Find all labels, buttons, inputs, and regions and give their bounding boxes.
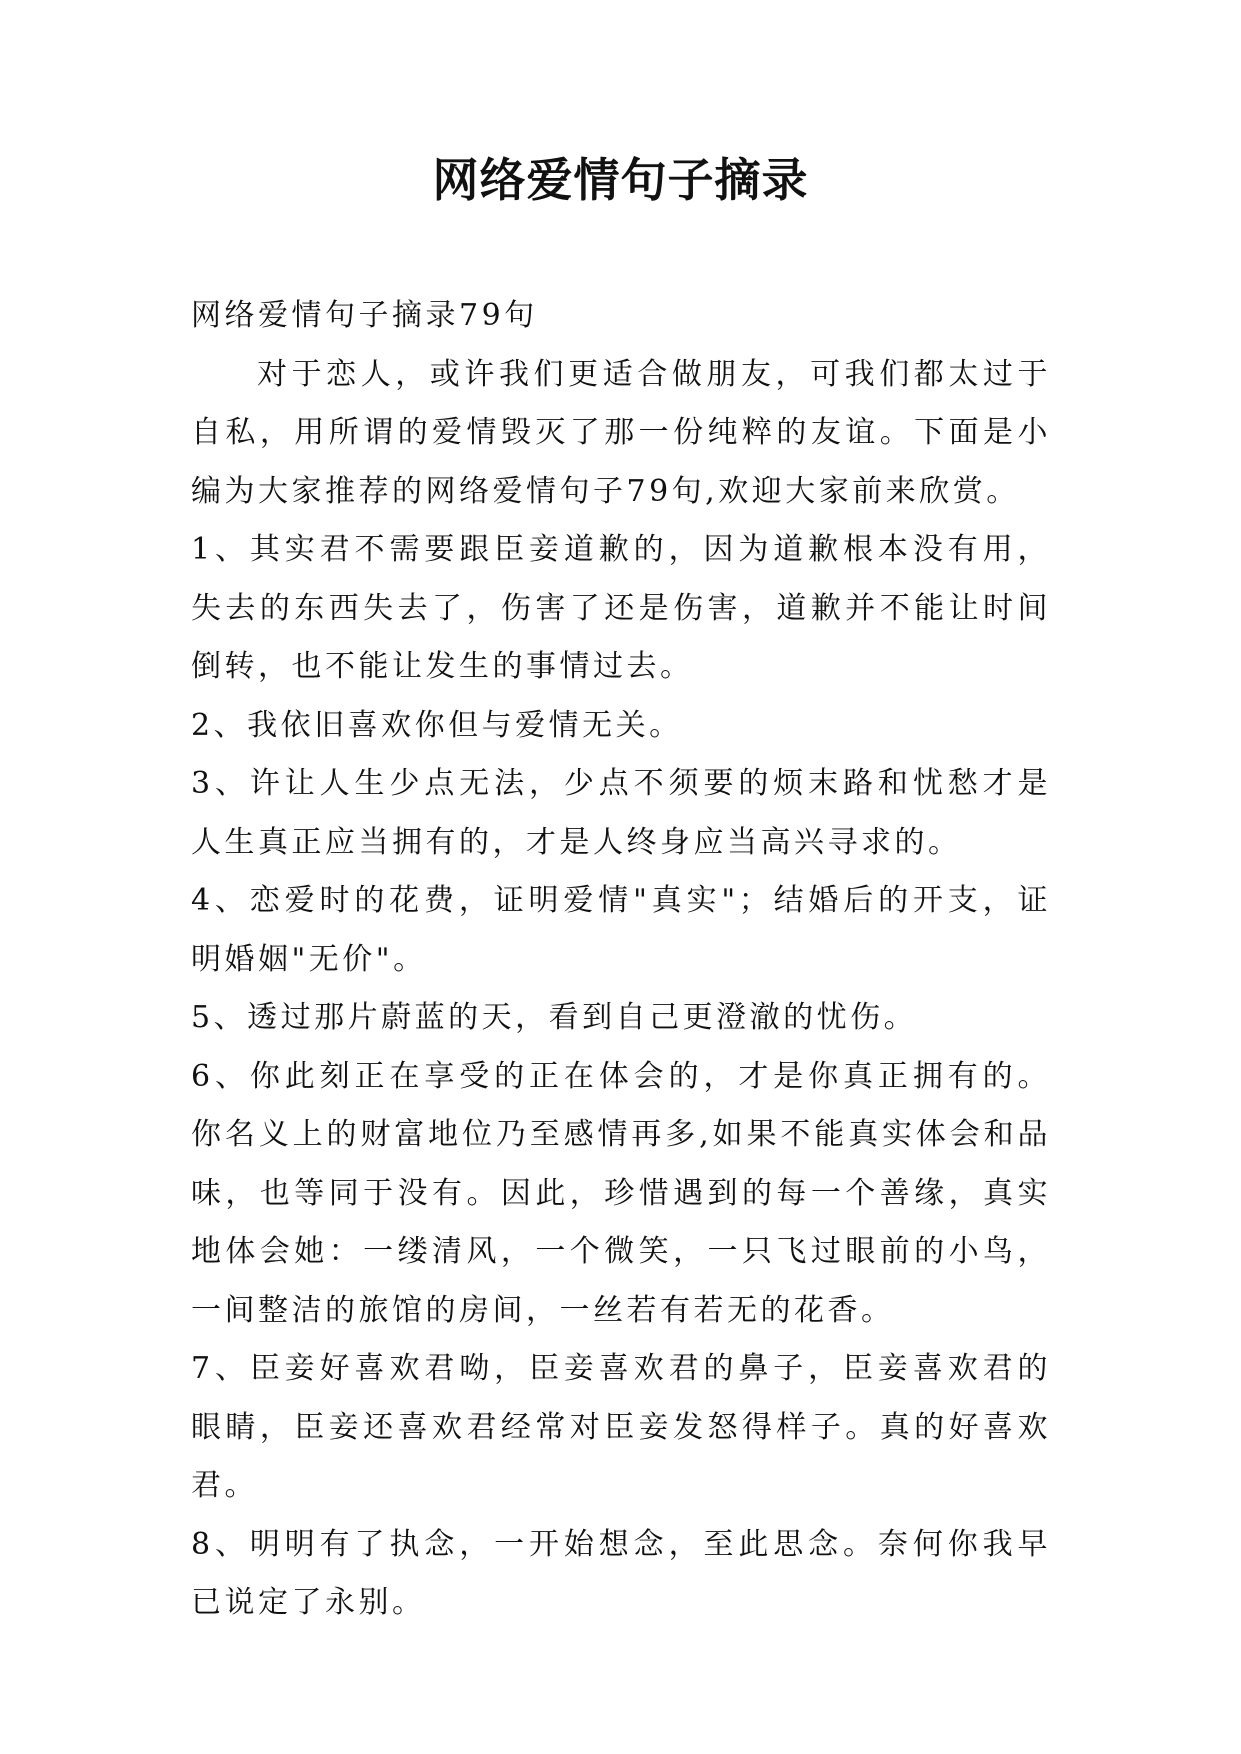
list-item: 7、臣妾好喜欢君呦，臣妾喜欢君的鼻子，臣妾喜欢君的眼睛，臣妾还喜欢君经常对臣妾发怒得样子。真的好喜欢君。 — [191, 1351, 1051, 1503]
list-item: 5、透过那片蔚蓝的天，看到自己更澄澈的忧伤。 — [191, 1000, 918, 1035]
document-subtitle: 网络爱情句子摘录79句 — [191, 298, 538, 333]
intro-paragraph: 对于恋人，或许我们更适合做朋友，可我们都太过于自私，用所谓的爱情毁灭了那一份纯粹的友谊。下面是小编为大家推荐的网络爱情句子79句,欢迎大家前来欣赏。 — [191, 356, 1051, 509]
list-item: 4、恋爱时的花费，证明爱情"真实"；结婚后的开支，证明婚姻"无价"。 — [191, 883, 1051, 977]
list-item: 1、其实君不需要跟臣妾道歉的，因为道歉根本没有用，失去的东西失去了，伤害了还是伤害，道歉并不能让时间倒转，也不能让发生的事情过去。 — [191, 532, 1051, 684]
document-title: 网络爱情句子摘录 — [432, 153, 809, 207]
list-item: 3、许让人生少点无法，少点不须要的烦末路和忧愁才是人生真正应当拥有的，才是人终身应当高兴寻求的。 — [191, 766, 1051, 860]
list-item: 2、我依旧喜欢你但与爱情无关。 — [191, 707, 683, 743]
list-item: 8、明明有了执念，一开始想念，至此思念。奈何你我早已说定了永别。 — [191, 1526, 1051, 1620]
document-body — [191, 287, 1051, 1633]
list-item: 6、你此刻正在享受的正在体会的，才是你真正拥有的。你名义上的财富地位乃至感情再多,如果不能真实体会和品味，也等同于没有。因此，珍惜遇到的每一个善缘，真实地体会她：一缕清风，一个微笑，一只飞过眼前的小鸟，一间整洁的旅馆的房间，一丝若有若无的花香。 — [191, 1058, 1051, 1328]
